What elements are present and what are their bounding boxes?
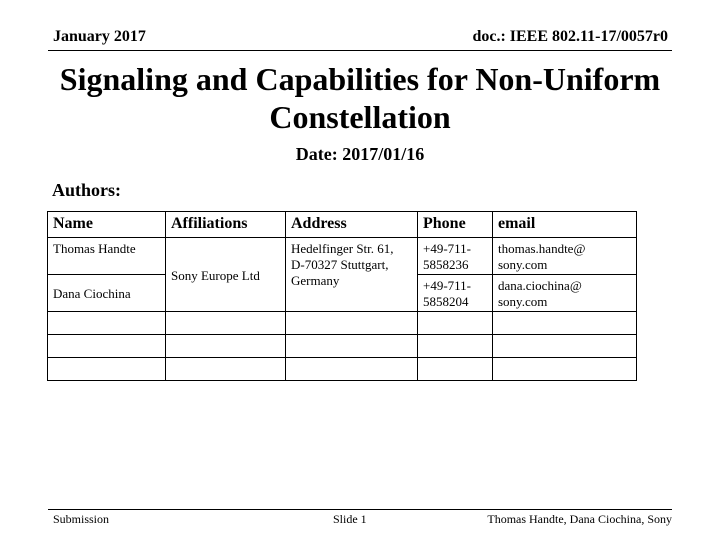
column-header-address: Address (286, 212, 418, 238)
author-address (286, 238, 418, 312)
authors-label: Authors: (52, 180, 122, 200)
column-header-affiliations: Affiliations (166, 212, 286, 238)
phone-line: +49-711- (423, 278, 472, 293)
column-header-name: Name (48, 212, 166, 238)
slide-date: Date: 2017/01/16 (295, 144, 425, 164)
empty-cell (493, 335, 637, 358)
empty-cell (286, 358, 418, 381)
author-phone (418, 275, 493, 312)
phone-line: 5858204 (423, 294, 469, 309)
table-row-empty (48, 358, 637, 381)
empty-cell (418, 312, 493, 335)
footer-slide-number: Slide 1 (333, 512, 367, 526)
empty-cell (48, 335, 166, 358)
author-affiliation: Sony Europe Ltd (166, 238, 286, 312)
footer-authors: Thomas Handte, Dana Ciochina, Sony (487, 512, 672, 526)
author-phone (418, 238, 493, 275)
email-line: dana.ciochina@ (498, 278, 582, 293)
phone-line: +49-711- (423, 241, 472, 256)
address-line: Hedelfinger Str. 61, (291, 241, 394, 256)
footer-submission: Submission (53, 512, 110, 526)
footer-divider (48, 509, 672, 510)
table-row (48, 238, 637, 275)
address-line: D-70327 Stuttgart, (291, 257, 389, 272)
empty-cell (286, 312, 418, 335)
email-line: sony.com (498, 257, 548, 272)
email-line: thomas.handte@ (498, 241, 586, 256)
header-date: January 2017 (53, 28, 146, 45)
header-doc-id: doc.: IEEE 802.11-17/0057r0 (472, 28, 668, 45)
authors-table (47, 211, 637, 381)
empty-cell (166, 358, 286, 381)
author-name: Dana Ciochina (48, 275, 166, 312)
table-row-empty (48, 312, 637, 335)
empty-cell (48, 312, 166, 335)
empty-cell (493, 312, 637, 335)
author-name: Thomas Handte (48, 238, 166, 275)
column-header-email: email (493, 212, 637, 238)
table-header-row (48, 212, 637, 238)
author-email (493, 238, 637, 275)
empty-cell (493, 358, 637, 381)
table-row-empty (48, 335, 637, 358)
empty-cell (418, 335, 493, 358)
empty-cell (48, 358, 166, 381)
column-header-phone: Phone (418, 212, 493, 238)
empty-cell (418, 358, 493, 381)
empty-cell (166, 312, 286, 335)
empty-cell (166, 335, 286, 358)
email-line: sony.com (498, 294, 548, 309)
header-divider (48, 50, 672, 51)
empty-cell (286, 335, 418, 358)
slide-title: Signaling and Capabilities for Non-Uniform Constellation (59, 61, 661, 135)
author-email (493, 275, 637, 312)
address-line: Germany (291, 273, 340, 288)
phone-line: 5858236 (423, 257, 469, 272)
